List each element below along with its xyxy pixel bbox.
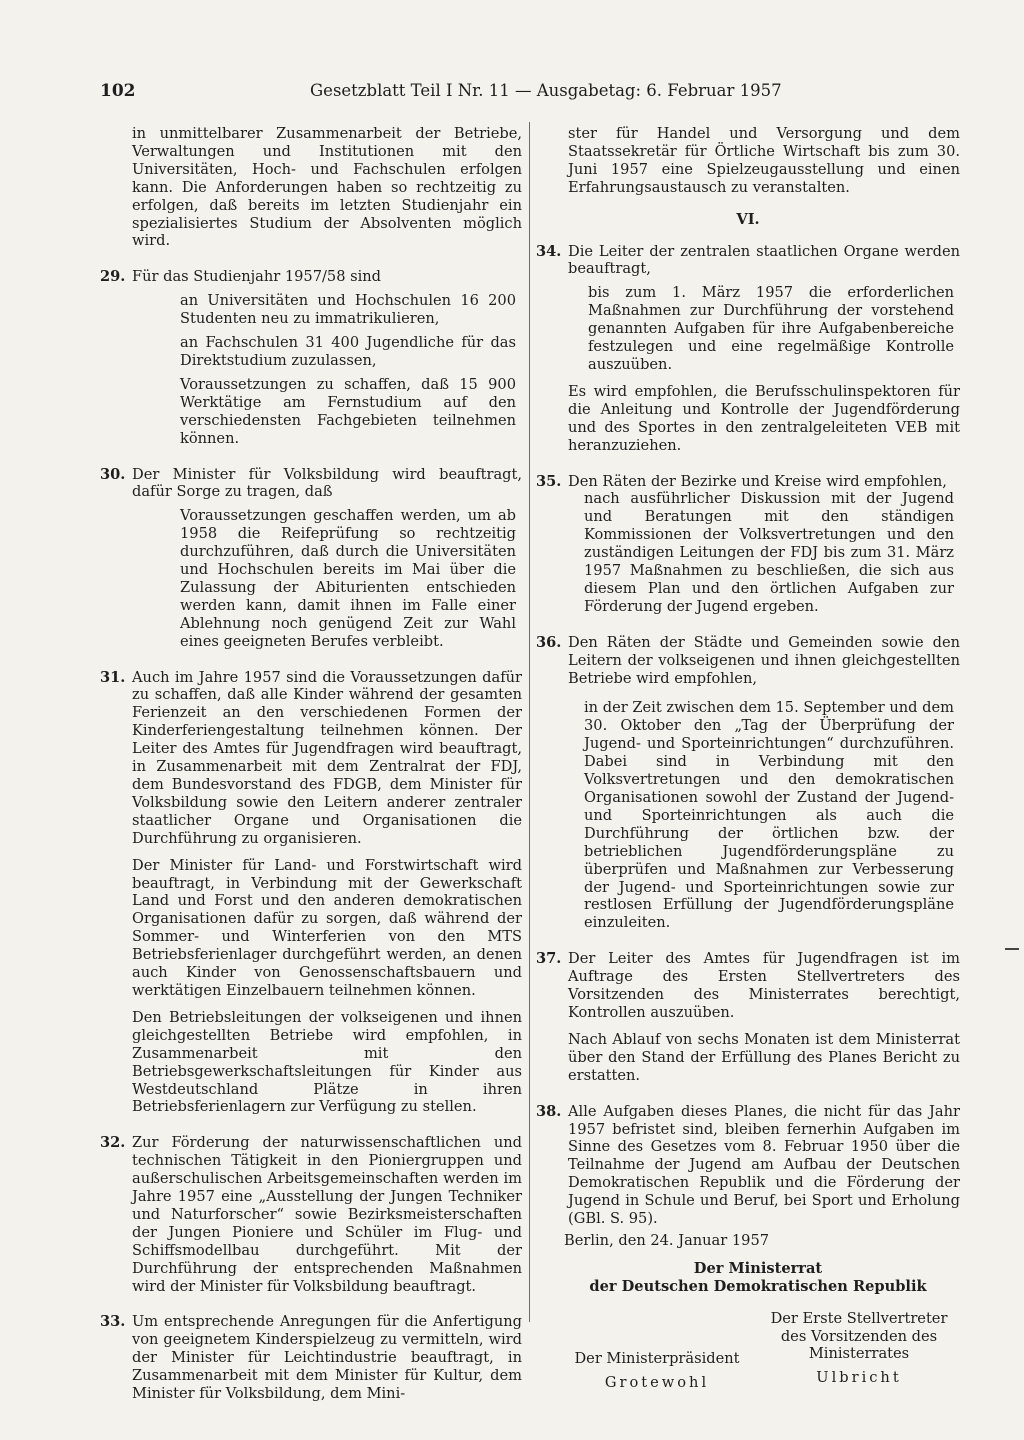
signatory-title: Der Ministerpräsident [574, 1349, 740, 1367]
left-column [100, 125, 522, 1403]
margin-mark [1005, 948, 1019, 950]
item-paragraph: Der Minister für Land- und Forstwirtschaft wird beauftragt, in Verbindung mit der Gewerkschaft Land und Forst und den anderen demokratischen Organisationen dafür zu sorgen, daß während der Sommer- und Winterferien von den MTS Betriebsferienlager durchgeführt werden, an denen auch Kinder von Genossenschaftsbauern und werktätigen Einzelbauern teilnehmen können. [132, 856, 522, 999]
item-37 [536, 950, 960, 1084]
sub-paragraph: bis zum 1. März 1957 die erforderlichen Maßnahmen zur Durchführung der vorstehend genannten Aufgaben für ihre Aufgabenbereiche festzulegen und eine regelmäßige Kontrolle auszuüben. [588, 284, 954, 373]
item-number: 31. [100, 668, 126, 686]
running-title: Gesetzblatt Teil I Nr. 11 — Ausgabetag: 6. Februar 1957 [310, 81, 782, 100]
signatory-title: Der Erste Stellvertreter des Vorsitzenden des Ministerrates [770, 1309, 948, 1363]
signature-left [572, 1350, 742, 1392]
page-header [100, 78, 800, 104]
item-35 [536, 473, 960, 616]
sub-paragraph: nach ausführlicher Diskussion mit der Jugend und Beratungen mit den ständigen Kommissionen der Volksvertretungen und den zuständigen Leitungen der FDJ bis zum 31. März 1957 Maßnahmen zu beschließen, die sich aus diesem Plan und den örtlichen Aufgaben zur Förderung der Jugend ergeben. [584, 490, 954, 615]
item-number: 29. [100, 268, 126, 286]
item-paragraph: Es wird empfohlen, die Berufsschulinspektoren für die Anleitung und Kontrolle der Jugendförderung und des Sportes in den zentralgeleiteten VEB mit heranzuziehen. [568, 382, 960, 454]
item-text: Auch im Jahre 1957 sind die Voraussetzungen dafür zu schaffen, daß alle Kinder während der gesamten Ferienzeit an den verschiedenen Formen der Kinderferiengestaltung teilnehmen können. Der Leiter des Amtes für Jugendfragen wird beauftragt, in Zusammenarbeit mit dem Zentralrat der FDJ, dem Bundesvorstand des FDGB, dem Minister für Volksbildung sowie den Leitern anderer zentraler staatlicher Organe und Organisationen die Durchführung zu organisieren. [132, 668, 522, 847]
item-33 [100, 1313, 522, 1403]
item-text: Die Leiter der zentralen staatlichen Organe werden beauftragt, [568, 242, 960, 278]
page-number: 102 [100, 81, 136, 101]
item-number: 33. [100, 1313, 126, 1331]
signatory-name: Grotewohl [604, 1373, 710, 1391]
item-number: 34. [536, 242, 562, 260]
sub-paragraph: an Fachschulen 31 400 Jugendliche für das Direktstudium zuzulassen, [180, 334, 516, 369]
item-text: Um entsprechende Anregungen für die Anfertigung von geeignetem Kinderspielzeug zu vermitteln, wird der Minister für Leichtindustrie beauftragt, in Zusammenarbeit mit dem Minister für Kultur, dem Minister für Volksbildung, dem Mini- [132, 1313, 522, 1403]
sub-paragraph: an Universitäten und Hochschulen 16 200 Studenten neu zu immatrikulieren, [180, 292, 516, 328]
item-text: Zur Förderung der naturwissenschaftlichen und technischen Tätigkeit in den Pioniergruppen und außerschulischen Arbeitsgemeinschaften werden im Jahre 1957 eine „Ausstellung der Jungen Techniker und Naturforscher“ sowie Bezirksmeisterschaften der Jungen Pioniere und Schüler im Flug- und Schiffsmodellbau durchgeführt. Mit der Durchführung der entsprechenden Maßnahmen wird der Minister für Volksbildung beauftragt. [132, 1134, 522, 1295]
item-text: Alle Aufgaben dieses Planes, die nicht für das Jahr 1957 befristet sind, bleiben fernerhin Aufgaben im Sinne des Gesetzes vom 8. Februar 1950 über die Teilnahme der Jugend am Aufbau der Deutschen Demokratischen Republik und die Förderung der Jugend in Schule und Beruf, bei Sport und Erholung (GBl. S. 95). [568, 1102, 960, 1228]
item-number: 38. [536, 1102, 562, 1120]
signing-body: Der Ministerrat [693, 1259, 823, 1277]
sub-paragraph: Voraussetzungen zu schaffen, daß 15 900 Werktätige am Fernstudium auf den verschiedensten Fachgebieten teilnehmen können. [180, 375, 516, 447]
item-29 [100, 268, 522, 447]
item-text: Den Räten der Bezirke und Kreise wird empfohlen, [568, 472, 947, 490]
continuation-paragraph: ster für Handel und Versorgung und dem Staatssekretär für Örtliche Wirtschaft bis zum 30. Juni 1957 eine Spielzeugausstellung und einen Erfahrungsaustausch zu veranstalten. [568, 125, 960, 196]
column-divider [529, 122, 530, 1322]
item-text: Den Räten der Städte und Gemeinden sowie den Leitern der volkseigenen und ihnen gleichgestellten Betriebe wird empfohlen, [568, 633, 960, 687]
item-paragraph: Den Betriebsleitungen der volkseigenen und ihnen gleichgestellten Betriebe wird empfohlen, in Zusammenarbeit mit den Betriebsgewerkschaftsleitungen für Kinder aus Westdeutschland Plätze in ihren Betriebsferienlagern zur Verfügung zu stellen. [132, 1008, 522, 1116]
item-number: 30. [100, 465, 126, 483]
right-column [536, 125, 960, 1420]
signature-block [536, 1300, 960, 1420]
item-number: 37. [536, 950, 562, 968]
sub-paragraph: in der Zeit zwischen dem 15. September und dem 30. Oktober den „Tag der Überprüfung der Jugend- und Sporteinrichtungen“ durchzuführen. Dabei sind in Verbindung mit den Volksvertretungen und den demokratischen Organisationen sowohl der Zustand der Jugend- und Sporteinrichtungen als auch die Durchführung der örtlichen bzw. der betrieblichen Jugendförderungspläne zu überprüfen und Maßnahmen zur Verbesserung der Jugend- und Sporteinrichtungen sowie zur restlosen Erfüllung der Jugendförderungspläne einzuleiten. [584, 699, 954, 932]
sub-paragraph: Voraussetzungen geschaffen werden, um ab 1958 die Reifeprüfung so rechtzeitig durchzuführen, daß durch die Universitäten und Hochschulen bereits im Mai über die Zulassung der Abiturienten entschieden werden kann, damit ihnen im Falle einer Ablehnung noch genügend Zeit zur Wahl eines geeigneten Berufes verbleibt. [180, 507, 516, 650]
item-30 [100, 466, 522, 651]
item-text: Für das Studienjahr 1957/58 sind [132, 268, 382, 286]
continuation-paragraph: in unmittelbarer Zusammenarbeit der Betriebe, Verwaltungen und Institutionen mit den Universitäten, Hoch- und Fachschulen erfolgen kann. Die Anforderungen haben so rechtzeitig zu erfolgen, daß bereits im letzten Studienjahr ein spezialisiertes Studium der Absolventen möglich wird. [132, 125, 522, 250]
place-date: Berlin, den 24. Januar 1957 [564, 1231, 770, 1249]
item-number: 35. [536, 472, 562, 490]
item-36 [536, 634, 960, 933]
item-text: Der Leiter des Amtes für Jugendfragen ist im Auftrage des Ersten Stellvertreters des Vorsitzenden des Ministerrates berechtigt, Kontrollen auszuüben. [568, 950, 960, 1021]
item-number: 36. [536, 633, 562, 651]
item-32 [100, 1134, 522, 1295]
item-31 [100, 669, 522, 1117]
signature-right [764, 1310, 954, 1388]
item-number: 32. [100, 1134, 126, 1152]
item-text: Der Minister für Volksbildung wird beauftragt, dafür Sorge zu tragen, daß [132, 465, 522, 501]
item-34 [536, 243, 960, 455]
section-heading: VI. [736, 210, 760, 228]
signing-body-name: der Deutschen Demokratischen Republik [589, 1277, 927, 1295]
item-38 [536, 1103, 960, 1228]
item-paragraph: Nach Ablauf von sechs Monaten ist dem Ministerrat über den Stand der Erfüllung des Planes Bericht zu erstatten. [568, 1030, 960, 1084]
signatory-name: Ulbricht [816, 1369, 902, 1387]
